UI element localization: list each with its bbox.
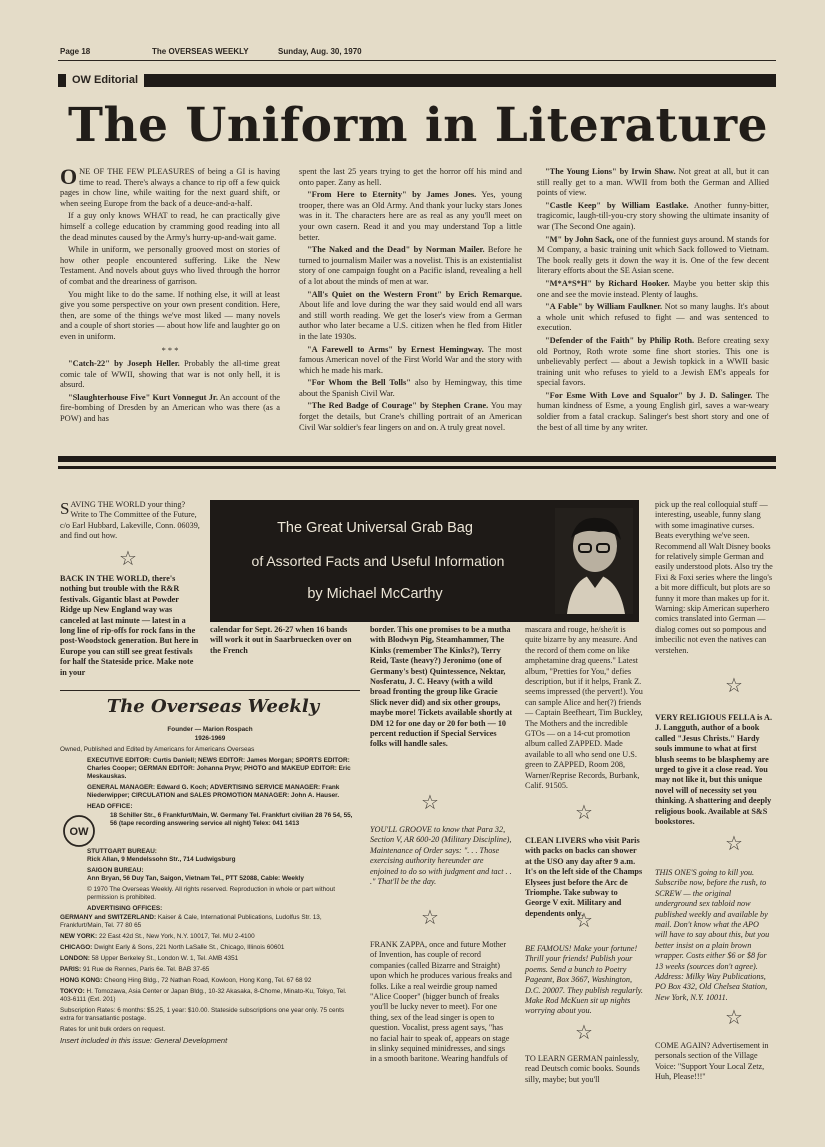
editorial-paragraph	[537, 336, 769, 389]
book-title: "A Farewell to Arms" by Ernest Hemingway.	[307, 344, 484, 354]
book-title: "All's Quiet on the Western Front" by Erich Remarque.	[307, 289, 522, 299]
author-portrait	[555, 508, 633, 614]
masthead-saigon: Ann Bryan, 56 Duy Tan, Saigon, Vietnam Tel., PTT 52088, Cable: Weekly	[87, 875, 304, 882]
office-address: 22 East 42d St., New York, N.Y. 10017, Tel. MU 2-4100	[97, 933, 255, 940]
star-icon: ☆	[725, 831, 743, 855]
paragraph-text: The most famous American novel of the First World War and the story with which he made his mark.	[299, 344, 522, 375]
item-groove: YOU'LL GROOVE to know that Para 32, Section V, AR 600-20 (Military Discipline), Maintenance of Order says: ". . . Those exercising authority hereunder are enjoined to do so with judgment and tact . . ." That'll be the day.	[370, 825, 512, 887]
item-back-in-world: BACK IN THE WORLD, there's nothing but trouble with the R&R festivals. Gigantic blast at Powder Ridge up New England way was canceled at last minute — latest in a long line of rip-offs for rock fans in the post-Woodstock generation. But here in Europe you can still see great festivals for half the Stateside price. Make note in your	[60, 574, 199, 677]
office-city: CHICAGO:	[60, 944, 93, 951]
editorial-paragraph	[60, 245, 280, 287]
dropcap-s: S	[60, 499, 70, 518]
book-title: "The Red Badge of Courage" by Stephen Crane.	[307, 401, 489, 411]
paragraph-text: Yes, young trooper, there was an Old Army. And thank your lucky stars Jones was in it. The characters here are as real as any you'll meet on your own casern. Read it and you may understand Top a little better.	[299, 190, 523, 242]
office-city: PARIS:	[60, 966, 82, 973]
item-be-famous: BE FAMOUS! Make your fortune! Thrill your friends! Publish your poems. Send a bunch to Poetry Pageant, Box 3667, Washington, D.C. 20007. They publish regularly. Make Rod McKuen sit up nights worrying about you.	[525, 944, 643, 1016]
item-learn-german: TO LEARN GERMAN painlessly, read Deutsch comic books. Sounds silly, maybe; but you'll	[525, 1054, 640, 1084]
editorial-bar	[58, 74, 776, 87]
editorial-paragraph	[299, 401, 522, 433]
advertising-office	[60, 914, 360, 930]
office-city: LONDON:	[60, 955, 90, 962]
item-clean-livers: CLEAN LIVERS who visit Paris with packs on backs can shower at the USO any day after 9 a.m. It's on the left side of the Champs Elysees just before the Arc de Triomphe. Take subway to George V exit. Military and dependents only.	[525, 836, 643, 918]
book-title: "Defender of the Faith" by Philip Roth.	[545, 335, 695, 345]
masthead-offices	[60, 914, 360, 1004]
item-religious-fella: VERY RELIGIOUS FELLA is A. J. Langguth, author of a book called "Jesus Christs." Hardy souls immune to what at first blush seems to be blasphemy are urged to give it a close read. You may not like it, but this unique novel will of necessity set you thinking. A shattering and deeply religious book. Available at S&S bookstores.	[655, 713, 773, 827]
issue-date: Sunday, Aug. 30, 1970	[278, 47, 362, 56]
editorial-paragraph	[299, 290, 522, 343]
masthead-editors: EXECUTIVE EDITOR: Curtis Daniell; NEWS EDITOR: James Morgan; SPORTS EDITOR: Charles Cooper; GERMAN EDITOR: Johanna Pryw; PHOTO and MAKEUP EDITOR: Eric Meskauskas.	[87, 757, 351, 780]
item-festival-border: border. This one promises to be a mutha with Blodwyn Pig, Steamhammer, The Kinks (remember The Kinks?), Terry Reid, Taste (heavy?) Jeronimo (one of Germany's best) Quintessence, Nektar, Nosferatu, J. C. Heavy (with a wild broad fronting the group like Gracie Slick never did) and six other groups, maybe more! Tickets available shortly at DM 12 for one day or 20 for both — 10 percent reduction if Special Services folks will handle sales.	[370, 625, 513, 749]
office-address: Dwight Early & Sons, 221 North LaSalle St., Chicago, Illinois 60601	[92, 944, 285, 951]
grab-bag-banner	[210, 500, 639, 622]
book-title: "Slaughterhouse Five" Kurt Vonnegut Jr.	[68, 392, 218, 402]
masthead-insert: Insert included in this issue: General Development	[60, 1036, 228, 1045]
star-icon: ☆	[575, 1020, 593, 1044]
editorial-title: The Uniform in Literature	[67, 98, 768, 153]
paragraph-text: Probably the all-time great comic tale of WWII, showing that war is not only hell, it is absurd.	[60, 359, 280, 390]
advertising-office	[60, 977, 360, 985]
office-city: HONG KONG:	[60, 977, 103, 984]
star-icon: ☆	[575, 800, 593, 824]
paragraph-text: You might like to do the same. If nothing else, it will at least give you some perspective on your own present condition. Here, then, are some of the things we've most liked — many novels and a couple of short stories — about how life and laughter go on even in uniform.	[60, 289, 280, 341]
office-address: 91 Rue de Rennes, Paris 6e. Tel. BAB 37-65	[81, 966, 210, 973]
paragraph-text: Before he turned to journalism Mailer was a novelist. This is an existentialist story of one campaign fought on a Pacific island, revealing a hell of a lot about the minds of men at war.	[299, 245, 522, 286]
paragraph-text: also by Hemingway, this time about the Spanish Civil War.	[299, 378, 522, 398]
masthead-bulk: Rates for unit bulk orders on request.	[60, 1026, 166, 1033]
book-title: "The Young Lions" by Irwin Shaw.	[545, 167, 676, 176]
editorial-column-2	[299, 167, 522, 435]
editorial-paragraph	[60, 359, 280, 391]
masthead-stuttgart-label: STUTTGART BUREAU:	[87, 848, 157, 855]
saving-lead: AVING THE WORLD	[70, 500, 146, 509]
editorial-paragraph	[299, 378, 522, 399]
advertising-office	[60, 988, 360, 1004]
saving-text: your thing? Write to The Committee of the Future, c/o Earl Hubbard, Lakeville, Conn. 06039, and find out how.	[60, 500, 200, 541]
ow-logo-text: OW	[69, 826, 89, 838]
dropcap: O	[60, 164, 78, 189]
paragraph-text: one of the funniest guys around. M stands for M Company, a basic training unit which Sack followed to Vietnam. The book really gets it down the way it is. One of the few decent literary efforts about the SE Asian scene.	[537, 234, 769, 276]
book-title: "For Whom the Bell Tolls"	[307, 378, 411, 388]
masthead-years: 1926-1969	[194, 735, 226, 742]
masthead-founder: Founder — Marion Rospach	[167, 726, 253, 733]
advertising-office	[60, 955, 360, 963]
item-back-in-world-cont: calendar for Sept. 26-27 when 16 bands will work it out in Saarbruecken over on the French	[210, 625, 352, 655]
paper-name: The OVERSEAS WEEKLY	[152, 47, 249, 56]
paragraph-text: Not great at all, but it can still really get to a man. WWII from both the German and Allied points of view.	[537, 167, 769, 198]
ow-logo-icon	[62, 814, 96, 848]
book-title: "For Esme With Love and Squalor" by J. D. Salinger.	[545, 390, 753, 400]
item-saving-world	[60, 500, 200, 544]
masthead-subscription: Subscription Rates: 6 months: $5.25, 1 year: $10.00. Stateside subscriptions one year only. 75 cents extra for transatlantic postage.	[60, 1007, 345, 1022]
masthead-body	[60, 726, 360, 1048]
page-number: Page 18	[60, 47, 91, 56]
editorial-paragraph	[537, 391, 769, 433]
grab-bag-line-3: by Michael McCarthy	[307, 586, 443, 602]
star-icon: ☆	[421, 790, 439, 814]
editorial-paragraph	[60, 211, 280, 243]
paragraph-text: If a guy only knows WHAT to read, he can practically give himself a college education by cramming good reading into all the dead minutes caused by the Army's hurry-up-and-wait game.	[60, 211, 280, 242]
editorial-paragraph	[299, 345, 522, 377]
editorial-paragraph	[537, 167, 769, 199]
advertising-office	[60, 944, 360, 952]
book-title: "Catch-22" by Joseph Heller.	[68, 359, 180, 369]
editorial-column-1	[60, 164, 280, 427]
paragraph-text: of being a GI is having time to read. There's always a chance to rip off a few quick pages in chow line, while waiting for the next guard shift, or when seeing Europe from the back of a deuce-and-a-half.	[60, 167, 280, 208]
office-address: H. Tomozawa, Asia Center or Japan Bldg., 10-32 Akasaka, 8-Chome, Minato-Ku, Tokyo, Tel. 403-6111 (Ext. 201)	[60, 988, 347, 1003]
masthead-copyright: © 1970 The Overseas Weekly. All rights reserved. Reproduction in whole or part without permission is prohibited.	[87, 886, 336, 901]
star-icon: ☆	[421, 905, 439, 929]
paragraph-text: You may forget the details, but Crane's chilling portrait of an American Civil War soldier's fear lingers on and on. A truly great novel.	[299, 401, 522, 432]
advertising-office	[60, 933, 360, 941]
office-city: GERMANY and SWITZERLAND:	[60, 914, 157, 921]
editorial-paragraph	[537, 235, 769, 277]
masthead-rule	[60, 690, 360, 691]
office-address: Kaiser & Cale, International Publications, Ludolfus Str. 13, Frankfurt/Main, Tel. 77 80 65	[60, 914, 322, 929]
editorial-paragraph	[299, 245, 522, 287]
masthead-ad-label: ADVERTISING OFFICES:	[87, 905, 163, 912]
masthead-management: GENERAL MANAGER: Edward G. Koch; ADVERTISING SERVICE MANAGER: Frank Niederwipper; CIRCULATION and SALES PROMOTION MANAGER: John A. Hauser.	[87, 784, 340, 799]
editorial-paragraph	[299, 190, 522, 243]
book-title: "A Fable" by William Faulkner.	[545, 302, 663, 312]
masthead-stuttgart: Rick Allan, 9 Mendelssohn Str., 714 Ludwigsburg	[87, 856, 236, 863]
book-title: "M" by John Sack,	[545, 234, 615, 244]
book-title: "M*A*S*H" by Richard Hooker.	[545, 278, 670, 288]
masthead-owned: Owned, Published and Edited by Americans for Americans Overseas	[60, 746, 255, 753]
book-title: "Castle Keep" by William Eastlake.	[545, 200, 689, 210]
paragraph-text: About life and love during the war they said would end all wars and still worth reading. We get the loser's view from a German author who later became a U.S. citizen when he fled from Hitler in the late 1930s.	[299, 300, 522, 341]
grab-bag-line-1: The Great Universal Grab Bag	[277, 520, 473, 536]
paragraph-text: Maybe you better skip this one and see the movie instead. Plenty of laughs.	[537, 278, 770, 299]
book-title: "The Naked and the Dead" by Norman Mailer.	[307, 245, 485, 255]
office-address: 58 Upper Berkeley St., London W. 1, Tel. AMB 4351	[89, 955, 239, 962]
masthead-head-office: 18 Schiller Str., 6 Frankfurt/Main, W. Germany Tel. Frankfurt civilian 28 76 54, 55, 56 (tape recording answering service all night) Telex: 041 1413	[110, 812, 353, 827]
divider-bar-top	[58, 456, 776, 462]
editorial-paragraph	[60, 393, 280, 425]
editorial-paragraph	[60, 164, 280, 209]
editorial-label: OW Editorial	[66, 73, 144, 88]
paragraph-text: Not so many laughs. It's about a whole unit which refused to fight — and was sentenced to execution.	[537, 302, 769, 333]
paragraph-text: spent the last 25 years trying to get the horror off his mind and onto paper. Zany as hell.	[299, 167, 522, 187]
item-come-again: COME AGAIN? Advertisement in personals section of the Village Voice: "Support Your Local Zetz, Huh, Please!!!"	[655, 1041, 769, 1082]
grab-bag-line-2: of Assorted Facts and Useful Information	[251, 553, 505, 569]
header-rule	[58, 60, 776, 61]
paragraph-text: While in uniform, we personally grooved most on stories of how other people encountered suffering. Like the New Testament. And novels about guys who lived through the horror of combat and the dreariness of garrison.	[60, 245, 280, 286]
editorial-column-3	[537, 167, 769, 435]
star-icon: ☆	[575, 908, 593, 932]
paragraph-text: An account of the fire-bombing of Dresden by an American who was there (as a POW) and has	[60, 392, 280, 424]
lead-caps: NE OF THE FEW PLEASURES	[79, 167, 195, 176]
star-icon: ☆	[725, 1005, 743, 1029]
star-icon: ☆	[119, 546, 137, 570]
paragraph-text: The human kindness of Esme, a young English girl, saves a war-weary soldier from a fatal crackup. Salinger's best short story and one of the best of all time by any writer.	[537, 390, 769, 432]
section-break: * * *	[161, 345, 179, 355]
item-alice-cooper-cont: mascara and rouge, he/she/it is quite bizarre by any measure. And the record of them come on like amphetamine drag queens." Latest album, "Pretties for You," defies description, but if it helps, Frank Z. seems impressed (the pervert!). You can sample Alice and her(?) friends — Captain Beefheart, Tim Buckley, The Mothers and the incredible GTOs — on a 14-cut promotion album called ZAPPED. Made available to all who send one U.S. green to ZAPPED, Room 208, Warner/Reprise Records, Burbank, Calif. 91505.	[525, 625, 643, 791]
editorial-paragraph	[299, 167, 522, 188]
paragraph-text: Another funny-bitter, tragicomic, laugh-till-you-cry story showing the ultimate insanity of war (The Second One again).	[537, 200, 769, 231]
office-address: Cheong Hing Bldg., 72 Nathan Road, Kowloon, Hong Kong, Tel. 67 68 92	[102, 977, 312, 984]
office-city: NEW YORK:	[60, 933, 98, 940]
divider-bar-bottom	[58, 466, 776, 469]
office-city: TOKYO:	[60, 988, 85, 995]
book-title: "From Here to Eternity" by James Jones.	[307, 190, 477, 200]
masthead-saigon-label: SAIGON BUREAU:	[87, 867, 144, 874]
star-icon: ☆	[725, 673, 743, 697]
editorial-paragraph	[537, 201, 769, 233]
item-zappa: FRANK ZAPPA, once and future Mother of Invention, has couple of record companies (called Bizarre and Straight) upon which he produces various freaks and folks. Like a real weirdie group named "Alice Cooper" (bigger bunch of freaks you'll be lucky never to meet). For one thing, sex of the lead singer is open to question. Vocalist, press agent says, "has no facial hair to speak of, appears on stage in slinky sequined minidresses, and sings in a smooth baritone. Wearing handfuls of	[370, 940, 512, 1064]
masthead-name: The Overseas Weekly	[106, 696, 320, 717]
paragraph-text: Before creating sexy old Portnoy, Roth wrote some fine short stories. This one is unbelievably perfect — about a Jewish topkick in a WWII basic training unit who refuses to yield to a Jewish EM's appeals for special favors.	[537, 335, 770, 388]
item-screw: THIS ONE'S going to kill you. Subscribe now, before the rush, to SCREW — the original underground sex tabloid now published weekly and available by mail. Don't know what the APO will have to say about this, but you better insist on a plain brown wrapper. Costs either $6 or $8 for 13 weeks (sources don't agree). Address: Milky Way Publications, PO Box 432, Old Chelsea Station, New York, N.Y. 10011.	[655, 868, 770, 1002]
masthead-head-office-label: HEAD OFFICE:	[87, 803, 133, 810]
item-german-comics-cont: pick up the real colloquial stuff — interesting, useable, funny slang with some imaginative curses. Beats everything we've seen. Recommend all Walt Disney books for relatively simple German and easily understood plots. Also try the Fixi & Foxi series where the lingo's a bit more difficult, but plots are so funny it more than makes up for it. Warning: skip American superhero comics translated into German — dialog comes out so pompous and imbecilic not even the natives can verstehen.	[655, 500, 773, 655]
advertising-office	[60, 966, 360, 974]
editorial-paragraph	[537, 302, 769, 334]
editorial-paragraph	[60, 290, 280, 343]
editorial-paragraph	[537, 279, 769, 300]
